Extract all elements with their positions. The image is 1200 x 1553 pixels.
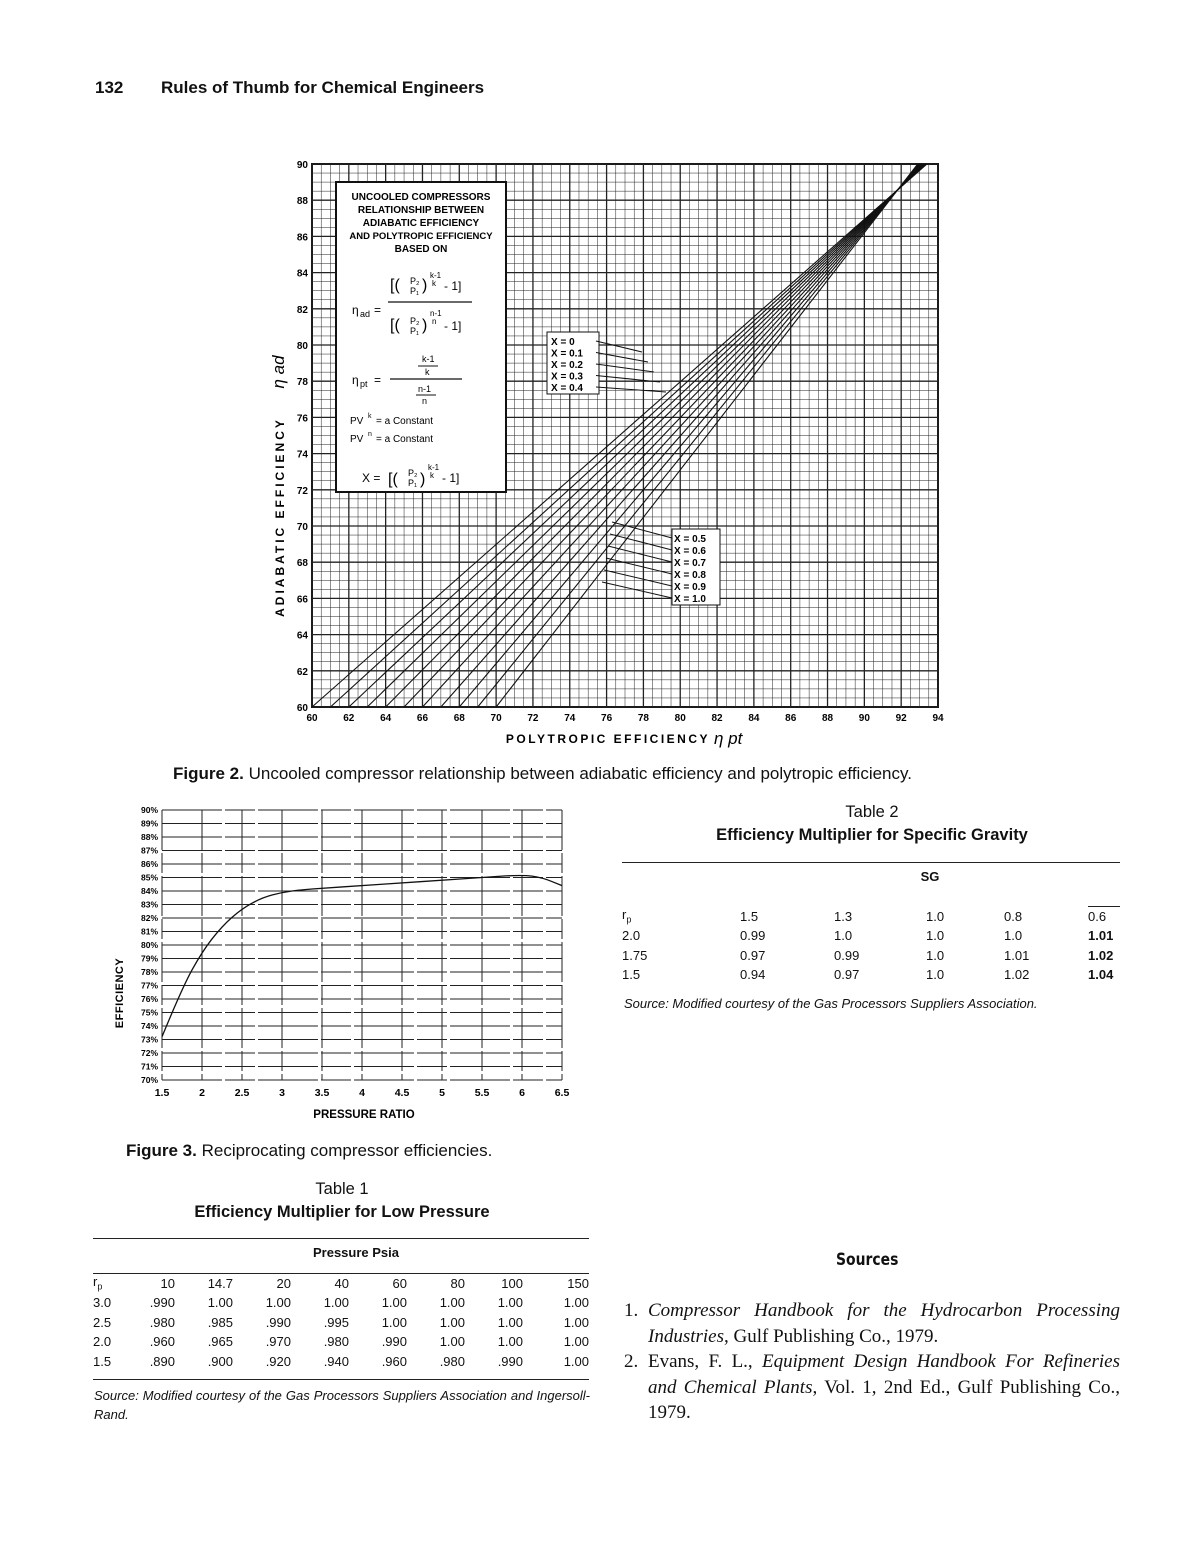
svg-text:n: n	[422, 396, 428, 406]
y-tick-label: 89%	[140, 818, 158, 829]
series-label: X = 0.6	[674, 546, 706, 557]
table-1-col-header: 80	[450, 1275, 465, 1291]
table-2-col-header: 1.5	[740, 908, 759, 924]
figure-3-caption	[126, 1141, 492, 1161]
x-tick-label: 70	[490, 713, 502, 724]
x-tick-label: 72	[527, 713, 539, 724]
table-2-col-header: 0.8	[1004, 908, 1023, 924]
x-tick-label: 94	[932, 713, 944, 724]
svg-text:X =: X =	[362, 471, 381, 485]
table-row: 1.5 0.94 0.97 1.0 1.02 1.04	[622, 967, 1114, 983]
y-tick-label: 80	[296, 341, 308, 352]
x-tick-label: 88	[821, 713, 834, 724]
book-title: Rules of Thumb for Chemical Engineers	[161, 78, 485, 97]
x-tick-label: 80	[674, 713, 686, 724]
x-tick-label: 5.5	[474, 1087, 490, 1099]
figure-3-caption-text: Reciprocating compressor efficiencies.	[201, 1141, 493, 1160]
running-header	[95, 78, 484, 98]
y-tick-label: 78%	[140, 967, 158, 977]
table-2-col-header: 1.3	[834, 908, 853, 924]
series-label: X = 0	[551, 337, 575, 348]
figure-2-y-axis-label: ADIABATIC EFFICIENCY	[273, 417, 287, 617]
x-tick-label: 4.5	[394, 1087, 410, 1099]
svg-text:P₁: P₁	[408, 478, 418, 488]
y-tick-label: 71%	[140, 1061, 158, 1072]
y-tick-label: 68	[296, 558, 308, 570]
x-tick-label: 1.5	[154, 1087, 170, 1099]
y-tick-label: 72	[296, 485, 308, 497]
svg-text:P₂: P₂	[410, 316, 420, 326]
x-tick-label: 6	[519, 1087, 525, 1099]
svg-text:[(: [(	[390, 277, 400, 294]
y-tick-label: 82%	[140, 913, 158, 923]
figure-3-x-axis-label: PRESSURE RATIO	[313, 1109, 415, 1121]
svg-text:n-1: n-1	[418, 384, 432, 394]
series-label: X = 1.0	[674, 594, 706, 605]
y-tick-label: 64	[296, 630, 308, 642]
inset-title-4: AND POLYTROPIC EFFICIENCY	[349, 231, 493, 242]
table-2	[622, 862, 1120, 985]
series-label: X = 0.2	[551, 360, 583, 371]
table-2-source: Source: Modified courtesy of the Gas Processors Suppliers Association.	[624, 996, 1038, 1011]
series-label: X = 0.7	[674, 558, 706, 569]
x-tick-label: 60	[306, 713, 318, 724]
svg-text:ad: ad	[360, 309, 371, 319]
table-1-col-header: 14.7	[207, 1275, 233, 1291]
table-1-source: Source: Modified courtesy of the Gas Processors Suppliers Association and Ingersoll-Rand.	[94, 1388, 590, 1422]
y-tick-label: 76	[296, 413, 308, 425]
table-2-col-header: 1.0	[926, 908, 945, 924]
svg-text:k: k	[368, 413, 372, 420]
y-tick-label: 86%	[140, 859, 158, 869]
y-tick-label: 82	[296, 304, 308, 316]
svg-text:pt: pt	[360, 379, 368, 389]
svg-text:): )	[422, 317, 428, 334]
x-tick-label: 74	[564, 713, 576, 724]
table-1-col-header: $r_p$	[93, 1274, 103, 1293]
svg-text:n-1: n-1	[430, 309, 442, 318]
table-row: 2.0 0.99 1.0 1.0 1.0 1.01	[622, 928, 1114, 944]
x-tick-label: 2.5	[234, 1087, 250, 1099]
y-tick-label: 79%	[140, 953, 158, 964]
svg-text:PV: PV	[350, 434, 364, 445]
svg-text:PV: PV	[350, 416, 364, 427]
figure-2-x-axis-symbol: η pt	[714, 729, 743, 748]
page-number: 132	[95, 78, 124, 97]
svg-text:[(: [(	[388, 471, 398, 488]
sources-list	[624, 1298, 1120, 1426]
svg-text:): )	[422, 277, 428, 294]
svg-text:=: =	[374, 373, 382, 387]
figure-2-caption	[173, 764, 912, 784]
table-row: 1.75 0.97 0.99 1.0 1.01 1.02	[622, 947, 1114, 963]
y-tick-label: 77%	[140, 980, 158, 991]
svg-text:P₂: P₂	[410, 276, 420, 286]
table-row: 2.0 .960 .965 .970 .980 .990 1.00 1.00 1.00	[93, 1334, 589, 1350]
table-row: 3.0 .990 1.00 1.00 1.00 1.00 1.00 1.00 1.00	[93, 1295, 589, 1311]
svg-text:n: n	[432, 317, 437, 326]
x-tick-label: 64	[380, 713, 392, 724]
series-label: X = 0.3	[551, 371, 583, 383]
series-label: X = 0.1	[551, 348, 583, 360]
table-row: 2.5 .980 .985 .990 .995 1.00 1.00 1.00 1.00	[93, 1314, 589, 1330]
series-label: X = 0.4	[551, 383, 583, 394]
svg-text:[(: [(	[390, 317, 400, 334]
y-tick-label: 74	[296, 449, 308, 461]
svg-text:k-1: k-1	[428, 463, 440, 472]
svg-text:): )	[420, 471, 426, 488]
svg-text:k: k	[432, 279, 436, 288]
svg-text:k-1: k-1	[430, 271, 442, 280]
table-2-col-header: $r_p$	[622, 907, 632, 925]
svg-text:- 1]: - 1]	[444, 279, 462, 293]
table-1-col-header: 10	[160, 1275, 175, 1291]
y-tick-label: 72%	[140, 1048, 158, 1058]
figure-2-y-axis-symbol: η ad	[269, 355, 288, 389]
y-tick-label: 84	[296, 268, 308, 280]
x-tick-label: 86	[785, 713, 797, 724]
x-tick-label: 78	[637, 713, 649, 724]
y-tick-label: 75%	[140, 1007, 158, 1018]
figure-2-x-axis-label: POLYTROPIC EFFICIENCY	[505, 732, 710, 746]
svg-text:k-1: k-1	[422, 354, 435, 364]
y-tick-label: 78	[296, 377, 308, 389]
x-tick-label: 6.5	[554, 1087, 570, 1099]
svg-text:P₂: P₂	[408, 468, 418, 478]
svg-text:η: η	[352, 373, 359, 387]
y-tick-label: 80%	[140, 940, 158, 950]
y-tick-label: 88	[296, 196, 308, 208]
y-tick-label: 76%	[140, 994, 158, 1004]
x-tick-label: 92	[895, 713, 907, 724]
x-tick-label: 90	[858, 713, 870, 724]
inset-title-5: BASED ON	[394, 244, 448, 255]
inset-title-2: RELATIONSHIP BETWEEN	[357, 205, 485, 216]
svg-text:k: k	[430, 471, 434, 480]
svg-text:n: n	[368, 431, 372, 438]
inset-title-1: UNCOOLED COMPRESSORS	[351, 192, 491, 203]
y-tick-label: 83%	[140, 899, 158, 910]
y-tick-label: 90%	[140, 805, 158, 815]
y-tick-label: 74%	[140, 1021, 158, 1031]
y-tick-label: 62	[296, 666, 308, 678]
y-tick-label: 88%	[140, 832, 158, 842]
sources-heading: Sources	[836, 1250, 899, 1270]
x-tick-label: 82	[711, 713, 723, 724]
table-1-title: Table 1	[315, 1180, 369, 1198]
series-label: X = 0.9	[674, 582, 706, 593]
x-tick-label: 84	[748, 713, 760, 724]
figure-2-inset	[336, 182, 506, 492]
x-tick-label: 5	[439, 1087, 445, 1099]
y-tick-label: 86	[296, 232, 308, 244]
x-tick-label: 68	[453, 713, 465, 724]
svg-text:P₁: P₁	[410, 286, 420, 296]
x-tick-label: 3.5	[314, 1087, 330, 1099]
y-tick-label: 87%	[140, 845, 158, 856]
figure-3-chart	[110, 800, 580, 1130]
y-tick-label: 66	[296, 594, 308, 606]
y-tick-label: 70	[296, 522, 308, 533]
table-2-title: Table 2	[845, 803, 899, 821]
x-tick-label: 3	[279, 1087, 285, 1099]
x-tick-label: 76	[601, 713, 613, 724]
table-2-group-header: SG	[920, 869, 940, 885]
svg-text:η: η	[352, 303, 359, 317]
table-1-group-header: Pressure Psia	[312, 1245, 399, 1261]
svg-text:P₁: P₁	[410, 326, 420, 336]
y-tick-label: 85%	[140, 872, 158, 883]
svg-text:=: =	[374, 303, 382, 317]
table-1-col-header: 60	[392, 1275, 407, 1291]
svg-text:= a Constant: = a Constant	[376, 434, 433, 445]
figure-2-caption-text: Uncooled compressor relationship between adiabatic efficiency and polytropic efficiency.	[248, 764, 912, 783]
series-label: X = 0.8	[674, 570, 706, 581]
table-1-heading	[92, 1178, 592, 1224]
y-tick-label: 84%	[140, 886, 158, 896]
reference-item: 2. Evans, F. L., Equipment Design Handbook For Refineries and Chemical Plants, Vol. 1, 2nd Ed., Gulf Publishing Co., 1979.	[624, 1351, 1120, 1423]
table-1-col-header: 40	[334, 1275, 349, 1291]
y-tick-label: 60	[296, 703, 308, 714]
series-label: X = 0.5	[674, 534, 706, 545]
inset-title-3: ADIABATIC EFFICIENCY	[362, 218, 480, 229]
figure-3-y-axis-label: EFFICIENCY	[114, 957, 126, 1029]
table-1-subtitle: Efficiency Multiplier for Low Pressure	[194, 1203, 490, 1221]
y-tick-label: 81%	[140, 926, 158, 937]
figure-3-caption-label: Figure 3.	[126, 1141, 197, 1160]
svg-text:= a Constant: = a Constant	[376, 416, 433, 427]
table-1	[93, 1238, 589, 1380]
svg-text:- 1]: - 1]	[442, 471, 460, 485]
table-1-col-header: 100	[501, 1275, 523, 1291]
table-1-col-header: 20	[276, 1275, 291, 1291]
x-tick-label: 66	[416, 713, 429, 724]
figure-2-caption-label: Figure 2.	[173, 764, 244, 783]
svg-text:k: k	[425, 367, 430, 377]
table-row: 1.5 .890 .900 .920 .940 .960 .980 .990 1.00	[93, 1353, 589, 1369]
figure-2-chart	[262, 152, 962, 752]
table-2-col-header: 0.6	[1088, 908, 1107, 924]
x-tick-label: 2	[199, 1087, 205, 1099]
table-2-subtitle: Efficiency Multiplier for Specific Gravity	[716, 826, 1028, 844]
table-2-heading	[622, 801, 1122, 847]
x-tick-label: 62	[343, 713, 355, 724]
table-1-col-header: 150	[567, 1275, 589, 1291]
y-tick-label: 73%	[140, 1034, 158, 1045]
reference-item: 1. Compressor Handbook for the Hydrocarbon Processing Industries, Gulf Publishing Co., 1979.	[624, 1300, 1120, 1347]
y-tick-label: 70%	[140, 1075, 158, 1085]
y-tick-label: 90	[296, 160, 308, 171]
svg-text:- 1]: - 1]	[444, 319, 462, 333]
x-tick-label: 4	[359, 1087, 365, 1099]
